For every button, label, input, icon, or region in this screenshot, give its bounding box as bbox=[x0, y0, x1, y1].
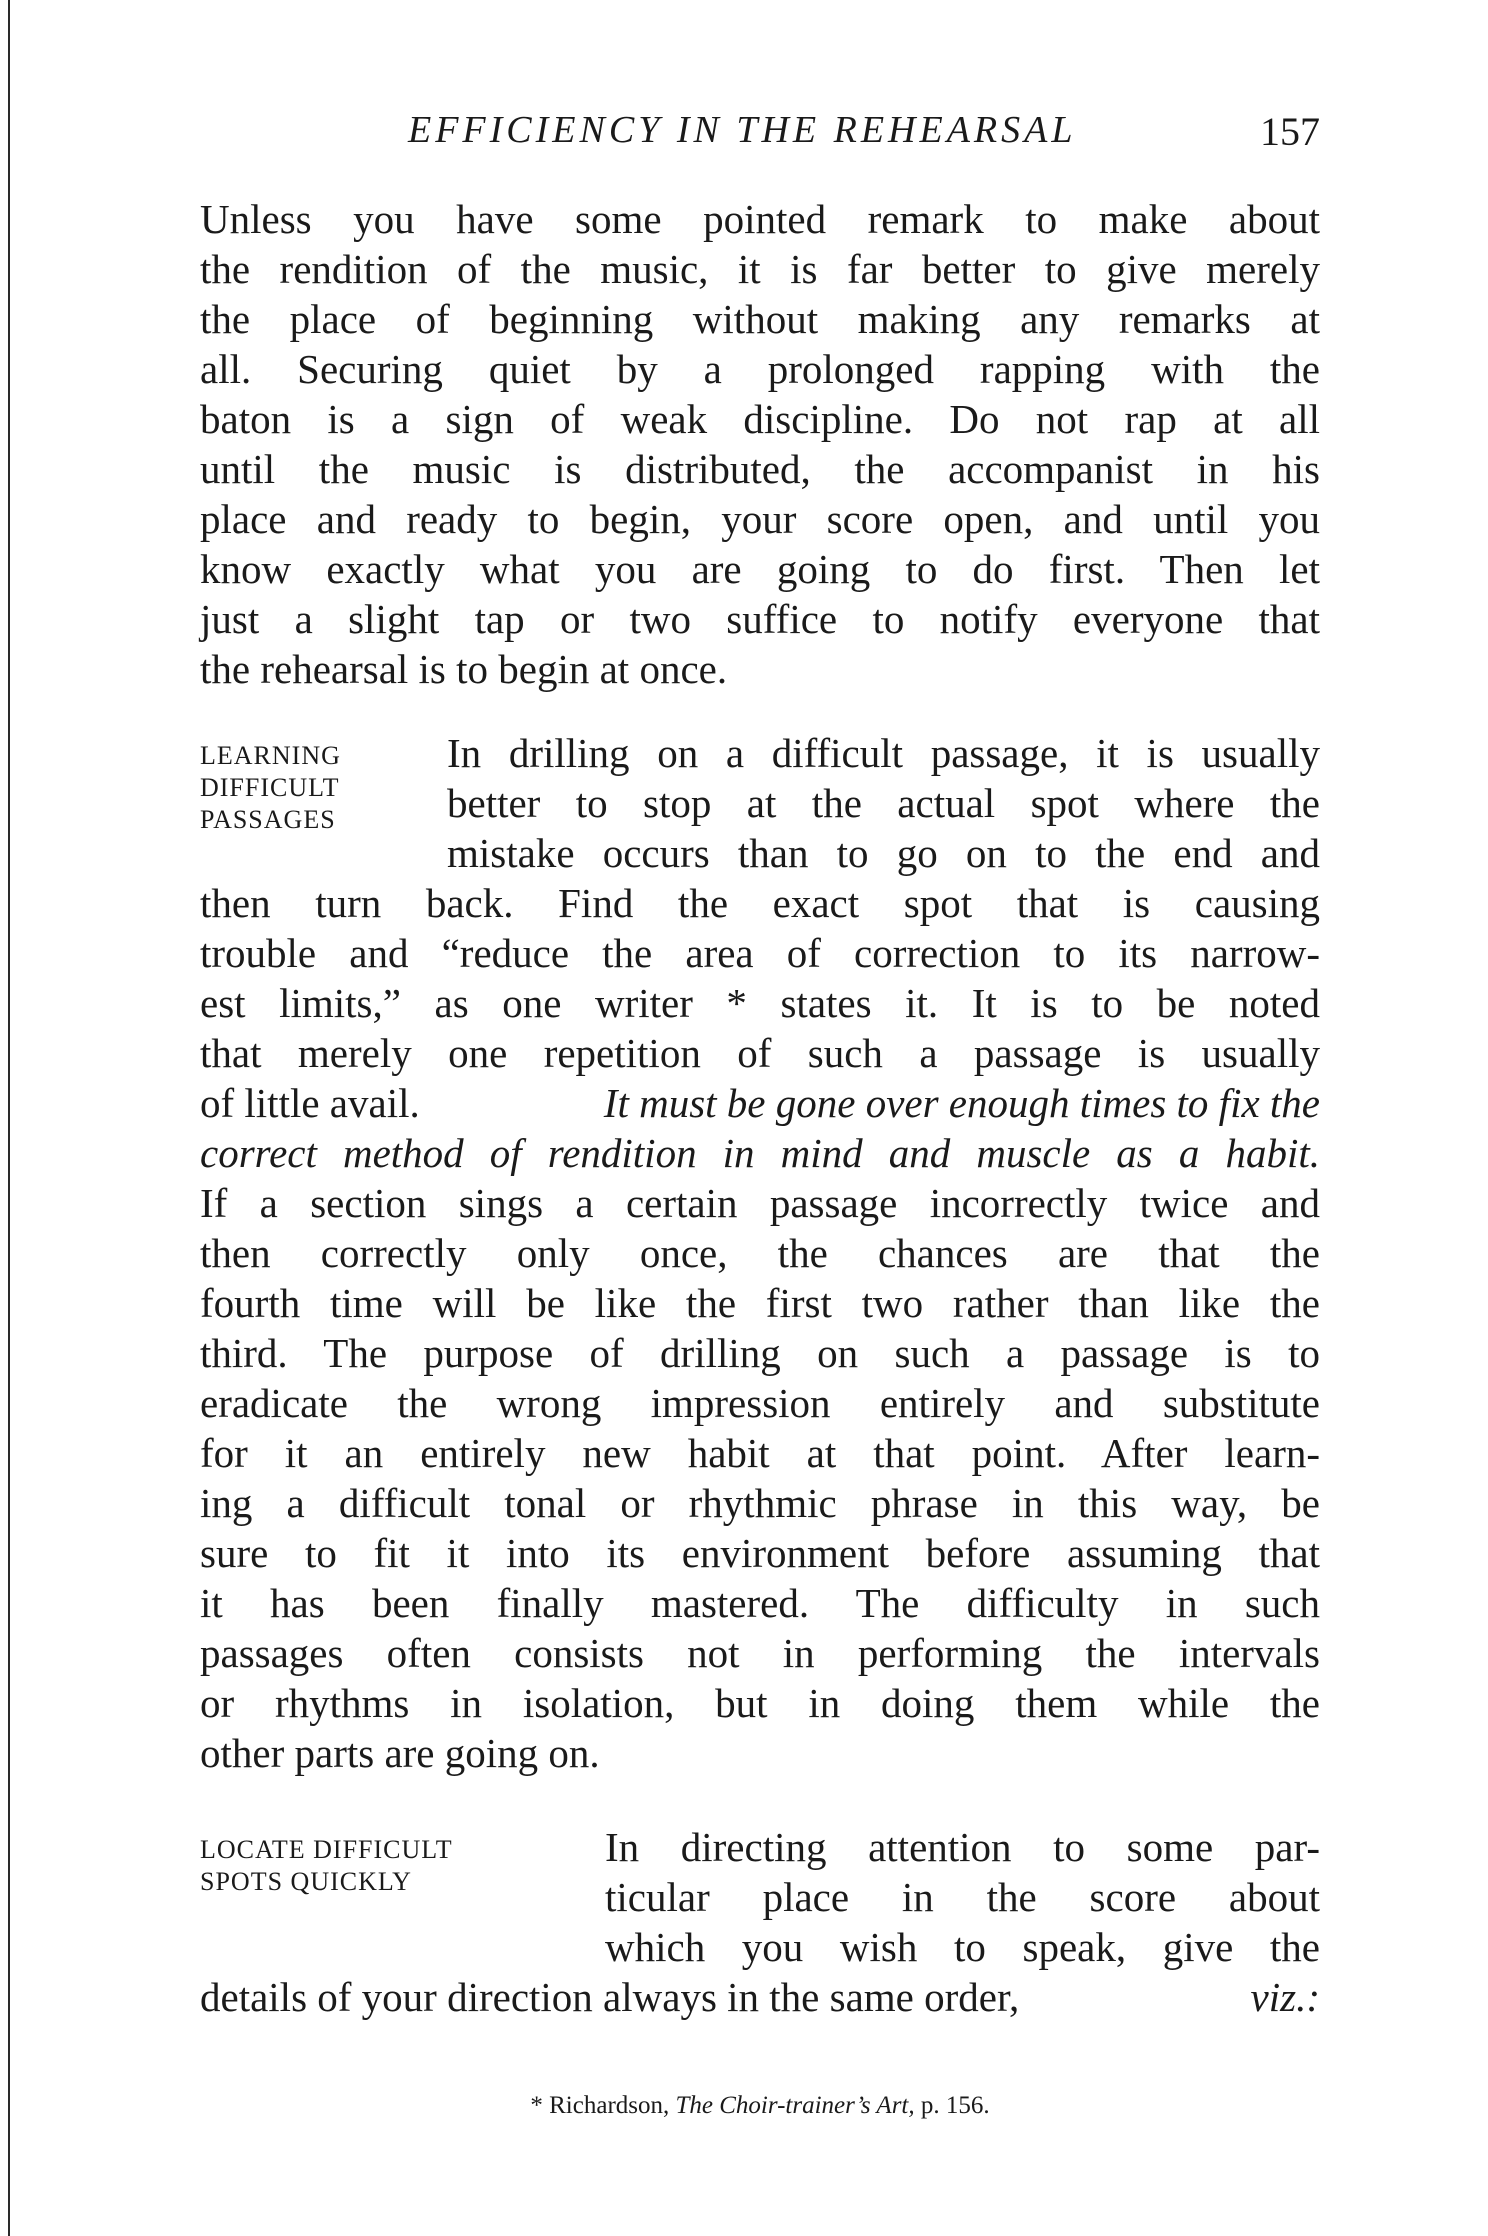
text-line-mixed bbox=[200, 1078, 1320, 1128]
text-line: Unless you have some pointed remark to make about bbox=[200, 196, 1320, 242]
sidenote-line: PASSAGES bbox=[200, 805, 336, 834]
text-line: place and ready to begin, your score open, and until you bbox=[200, 496, 1320, 542]
footnote-title: The Choir-trainer’s Art, bbox=[675, 2092, 915, 2119]
text-line: all. Securing quiet by a prolonged rapping with the bbox=[200, 346, 1320, 392]
text-line: est limits,” as one writer * states it. It is to be noted bbox=[200, 980, 1320, 1026]
text-line: then correctly only once, the chances are that the bbox=[200, 1230, 1320, 1276]
text-line: that merely one repetition of such a passage is usually bbox=[200, 1030, 1320, 1076]
sidenote-line: LOCATE DIFFICULT bbox=[200, 1835, 453, 1864]
text-line: ing a difficult tonal or rhythmic phrase in this way, be bbox=[200, 1480, 1320, 1526]
text-line-mixed bbox=[200, 1972, 1320, 2022]
text-line: the rehearsal is to begin at once. bbox=[200, 646, 728, 692]
text-line: trouble and “reduce the area of correction to its narrow- bbox=[200, 930, 1320, 976]
text-line: baton is a sign of weak discipline. Do not rap at all bbox=[200, 396, 1320, 442]
page-header bbox=[200, 108, 1320, 158]
text-line: In directing attention to some par- bbox=[605, 1824, 1320, 1870]
footnote-prefix: * Richardson, bbox=[530, 2092, 670, 2119]
page-number: 157 bbox=[1260, 109, 1320, 154]
text-line: In drilling on a difficult passage, it is usually bbox=[447, 730, 1320, 776]
text-line: just a slight tap or two suffice to notify everyone that bbox=[200, 596, 1320, 642]
text-line: eradicate the wrong impression entirely and substitute bbox=[200, 1380, 1320, 1426]
text-line: ticular place in the score about bbox=[605, 1874, 1320, 1920]
page-edge-rule bbox=[8, 0, 10, 2236]
text-line: until the music is distributed, the accompanist in his bbox=[200, 446, 1320, 492]
text-line: it has been finally mastered. The difficulty in such bbox=[200, 1580, 1320, 1626]
roman-text: details of your direction always in the same order, bbox=[200, 1974, 1020, 2020]
footnote-suffix: p. 156. bbox=[920, 2092, 990, 2119]
sidenote-line: DIFFICULT bbox=[200, 773, 340, 802]
text-line: fourth time will be like the first two rather than like the bbox=[200, 1280, 1320, 1326]
roman-text: of little avail. bbox=[200, 1080, 420, 1126]
sidenote-line: SPOTS QUICKLY bbox=[200, 1867, 412, 1896]
text-line: other parts are going on. bbox=[200, 1730, 600, 1776]
sidenote-line: LEARNING bbox=[200, 741, 341, 770]
text-line: sure to fit it into its environment before assuming that bbox=[200, 1530, 1320, 1576]
text-line: or rhythms in isolation, but in doing them while the bbox=[200, 1680, 1320, 1726]
text-line: the place of beginning without making any remarks at bbox=[200, 296, 1320, 342]
running-head: EFFICIENCY IN THE REHEARSAL bbox=[408, 109, 1077, 151]
text-line: which you wish to speak, give the bbox=[605, 1924, 1320, 1970]
text-line: the rendition of the music, it is far better to give merely bbox=[200, 246, 1320, 292]
text-line: for it an entirely new habit at that point. After learn- bbox=[200, 1430, 1320, 1476]
footnote bbox=[200, 2092, 1320, 2120]
text-line: mistake occurs than to go on to the end and bbox=[447, 830, 1320, 876]
text-line: better to stop at the actual spot where the bbox=[447, 780, 1320, 826]
text-line: passages often consists not in performing the intervals bbox=[200, 1630, 1320, 1676]
text-line: third. The purpose of drilling on such a passage is to bbox=[200, 1330, 1320, 1376]
italic-emphasis-line: correct method of rendition in mind and muscle as a habit. bbox=[200, 1130, 1320, 1176]
text-line: then turn back. Find the exact spot that is causing bbox=[200, 880, 1320, 926]
italic-emphasis: viz.: bbox=[1250, 1974, 1320, 2020]
text-line: know exactly what you are going to do first. Then let bbox=[200, 546, 1320, 592]
text-line: If a section sings a certain passage incorrectly twice and bbox=[200, 1180, 1320, 1226]
italic-emphasis: It must be gone over enough times to fix the bbox=[603, 1080, 1320, 1126]
